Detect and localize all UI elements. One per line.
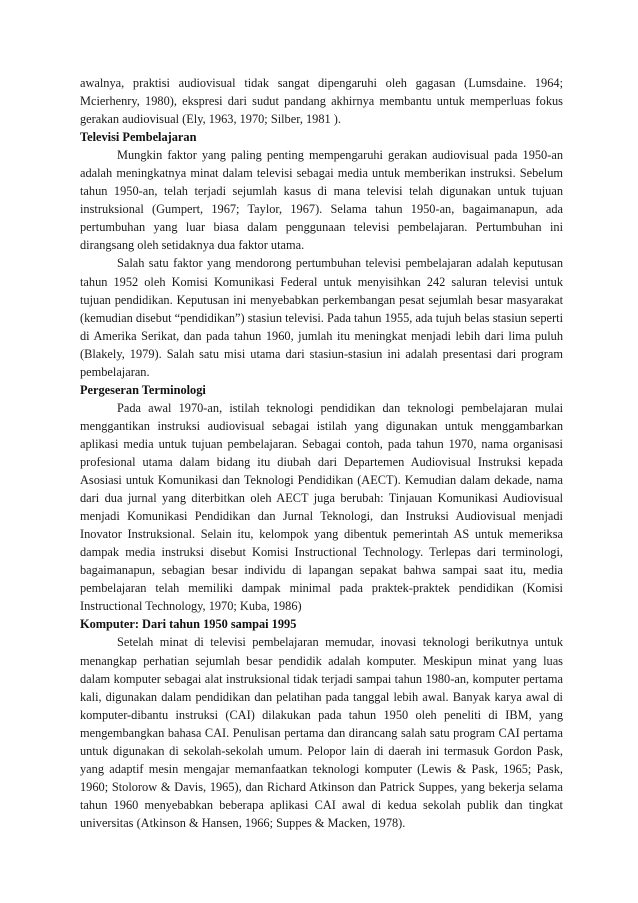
paragraph-komputer: Setelah minat di televisi pembelajaran memudar, inovasi teknologi berikutnya untuk menangkap perhatian sejumlah besar pendidik adalah komputer. Meskipun minat yang luas dalam komputer sebagai alat instruksional tidak terjadi sampai tahun 1980-an, komputer pertama kali, digunakan dalam pendidikan dan pelatihan pada tanggal lebih awal. Banyak karya awal di komputer-dibantu instruksi (CAI) dilakukan pada tahun 1950 oleh peneliti di IBM, yang mengembangkan bahasa CAI. Penulisan pertama dan dirancang salah satu program CAI pertama untuk digunakan di sekolah-sekolah umum. Pelopor lain di daerah ini termasuk Gordon Pask, yang adaptif mesin mengajar memanfaatkan teknologi komputer (Lewis & Pask, 1965; Pask, 1960; Stolorow & Davis, 1965), dan Richard Atkinson dan Patrick Suppes, yang bekerja selama tahun 1960 menyebabkan beberapa aplikasi CAI awal di kedua sekolah publik dan tingkat universitas (Atkinson & Hansen, 1966; Suppes & Macken, 1978). [80, 635, 563, 830]
heading-televisi-pembelajaran: Televisi Pembelajaran [80, 130, 197, 145]
heading-komputer: Komputer: Dari tahun 1950 sampai 1995 [80, 617, 297, 632]
heading-pergeseran-terminologi: Pergeseran Terminologi [80, 382, 206, 397]
paragraph-televisi-2: Salah satu faktor yang mendorong pertumbuhan televisi pembelajaran adalah keputusan tahun 1952 oleh Komisi Komunikasi Federal untuk menyisihkan 242 saluran televisi untuk tujuan pendidikan. Keputusan ini menyebabkan perkembangan pesat sejumlah besar masyarakat (kemudian disebut “pendidikan”) stasiun televisi. Pada tahun 1955, ada tujuh belas stasiun seperti di Amerika Serikat, dan pada tahun 1960, jumlah itu meningkat menjadi lebih dari lima puluh (Blakely, 1979). Salah satu misi utama dari stasiun-stasiun ini adalah presentasi dari program pembelajaran. [80, 256, 563, 379]
paragraph-terminologi: Pada awal 1970-an, istilah teknologi pendidikan dan teknologi pembelajaran mulai menggantikan instruksi audiovisual sebagai istilah yang digunakan untuk menggambarkan aplikasi media untuk tujuan pembelajaran. Sebagai contoh, pada tahun 1970, nama organisasi profesional utama dalam bidang itu diubah dari Departemen Audiovisual Instruksi kepada Asosiasi untuk Komunikasi dan Teknologi Pendidikan (AECT). Kemudian dalam dekade, nama dari dua jurnal yang diterbitkan oleh AECT juga berubah: Tinjauan Komunikasi Audiovisual menjadi Komunikasi Pendidikan dan Jurnal Teknologi, dan Instruksi Audiovisual menjadi Inovator Instruksional. Selain itu, kelompok yang dibentuk pemerintah AS untuk memeriksa dampak media instruksi disebut Komisi Instructional Technology. Terlepas dari terminologi, bagaimanapun, sebagian besar individu di lapangan sepakat bahwa sampai saat itu, media pembelajaran telah memiliki dampak minimal pada praktek-praktek pendidikan (Komisi Instructional Technology, 1970; Kuba, 1986) [80, 400, 563, 614]
document-body [80, 74, 563, 832]
paragraph-televisi-1: Mungkin faktor yang paling penting mempengaruhi gerakan audiovisual pada 1950-an adalah meningkatnya minat dalam televisi sebagai media untuk memberikan instruksi. Sebelum tahun 1950-an, telah terjadi sejumlah kasus di mana televisi telah digunakan untuk tujuan instruksional (Gumpert, 1967; Taylor, 1967). Selama tahun 1950-an, bagaimanapun, ada pertumbuhan yang luar biasa dalam penggunaan televisi pembelajaran. Pertumbuhan ini dirangsang oleh setidaknya dua faktor utama. [80, 148, 563, 253]
paragraph-continuation: awalnya, praktisi audiovisual tidak sangat dipengaruhi oleh gagasan (Lumsdaine. 1964; Mcierhenry, 1980), ekspresi dari sudut pandang akhirnya membantu untuk memperluas fokus gerakan audiovisual (Ely, 1963, 1970; Silber, 1981 ). [80, 76, 563, 127]
